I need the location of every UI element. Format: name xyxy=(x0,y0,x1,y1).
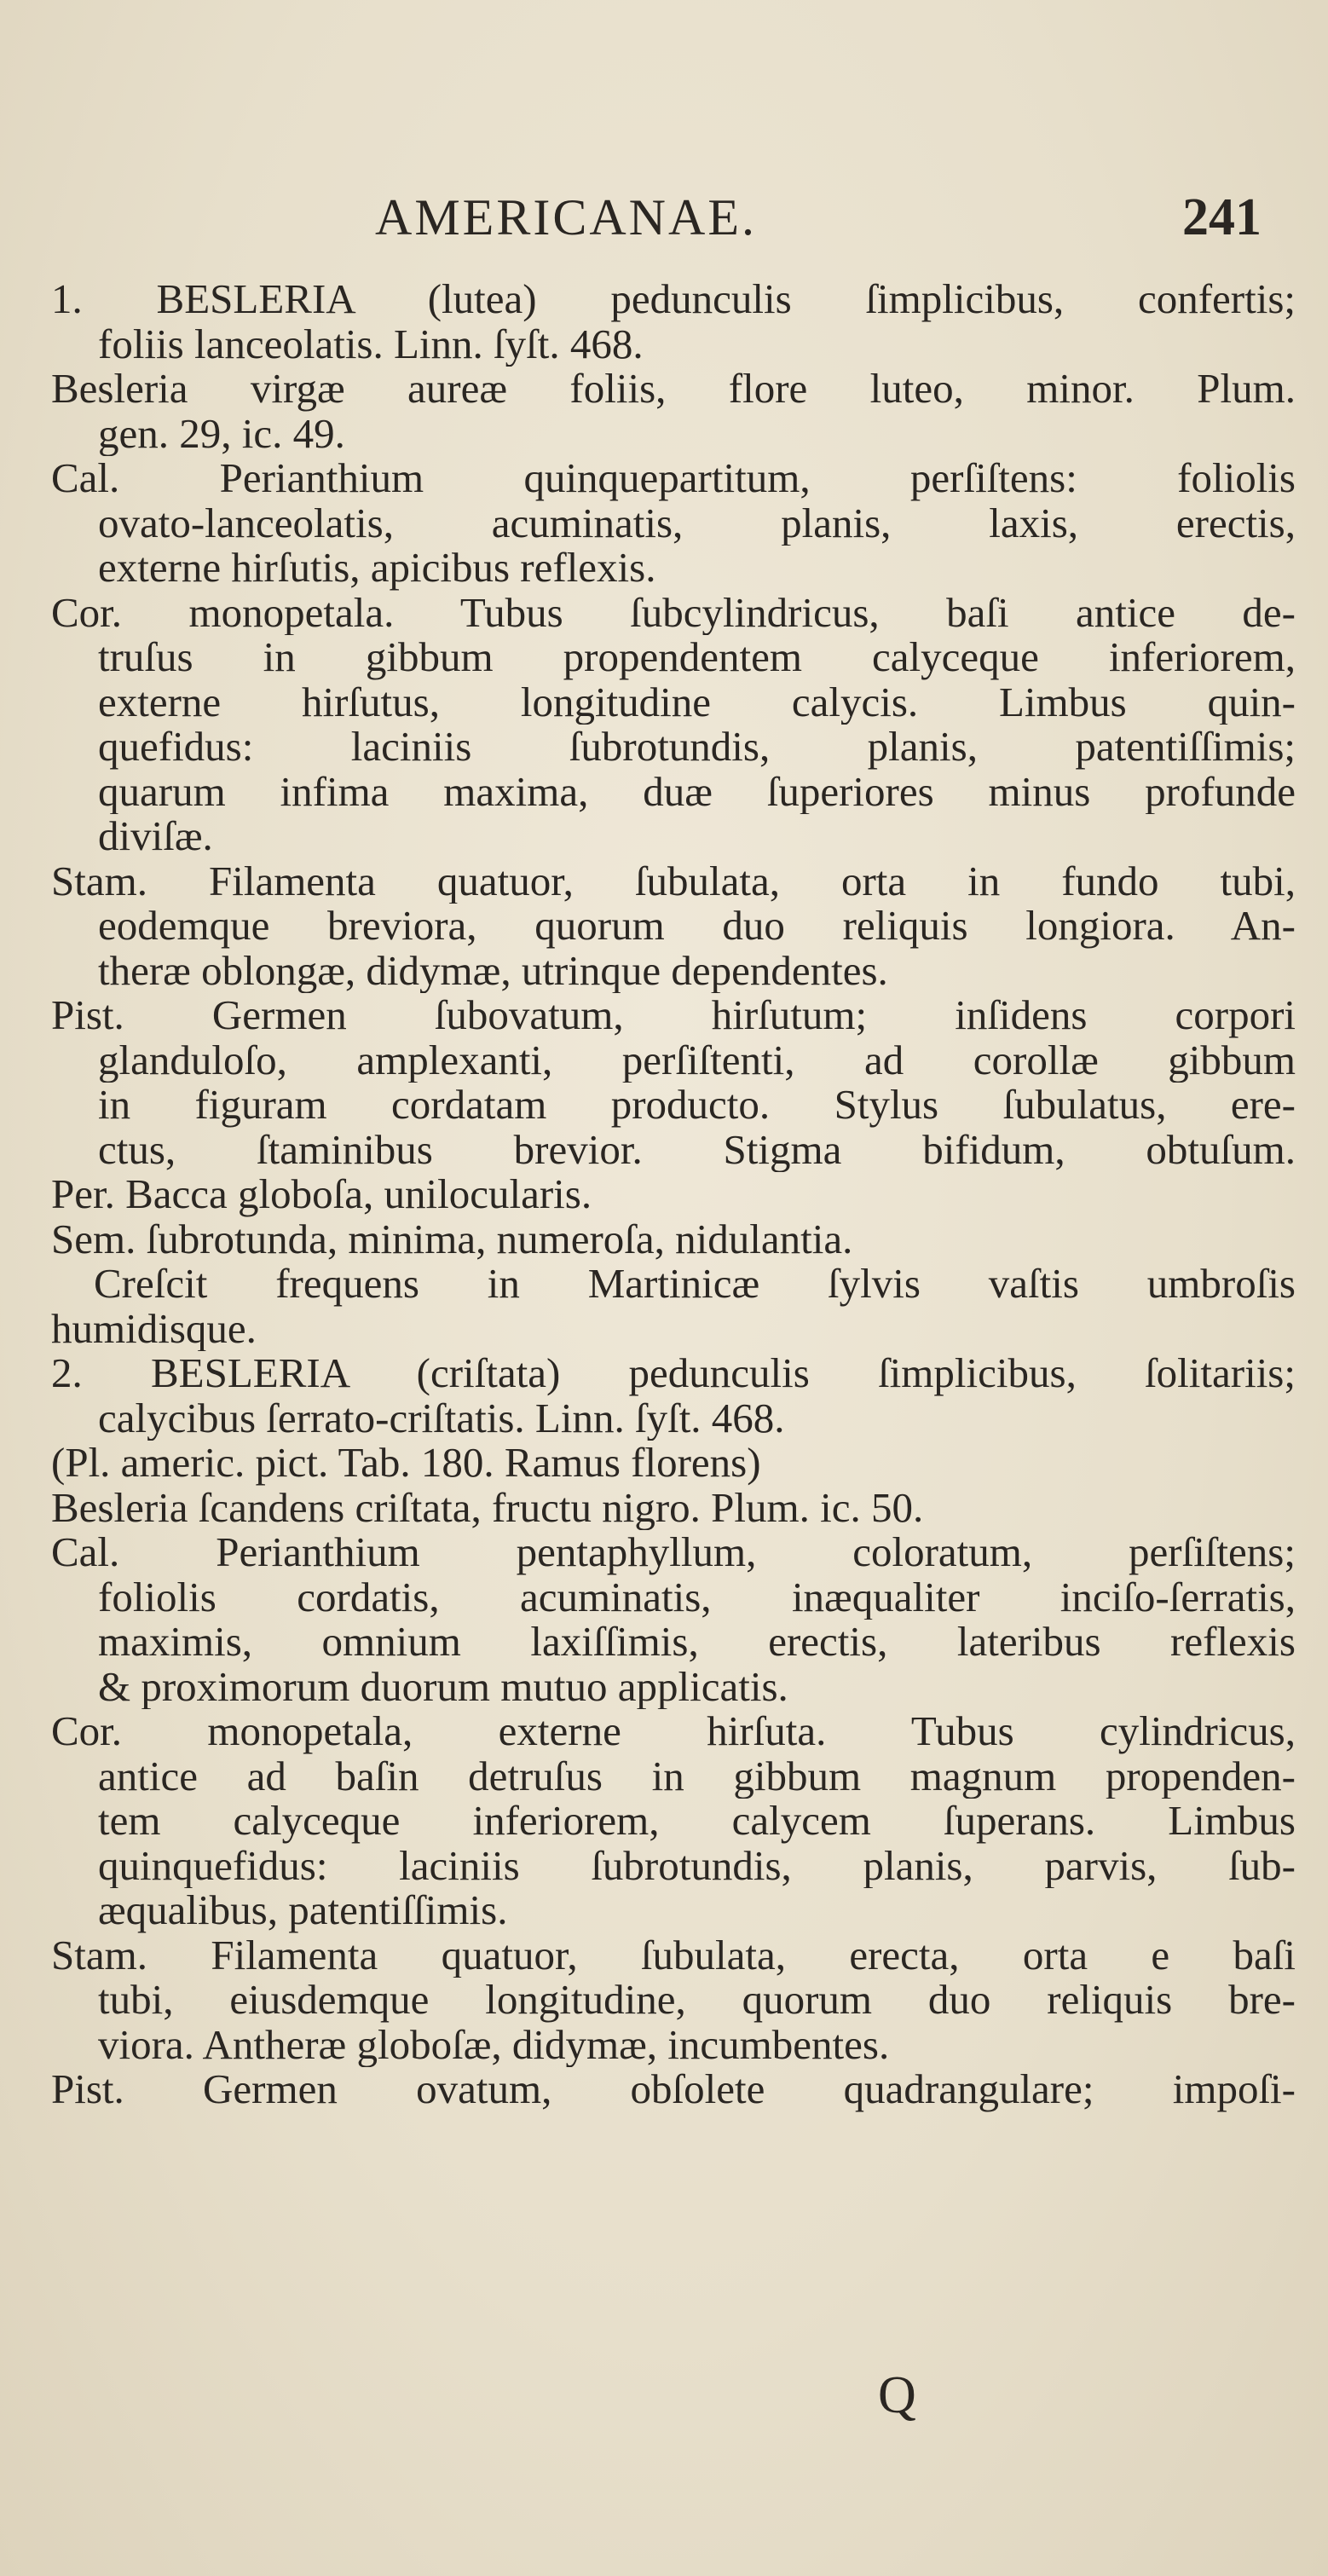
text-line: in figuram cordatam producto. Stylus ſubulatus, ere- xyxy=(98,1083,1296,1128)
text-line: tem calyceque inferiorem, calycem ſuperans. Limbus xyxy=(98,1799,1296,1844)
text-line: 1. BESLERIA (lutea) pedunculis ſimplicibus, confertis; xyxy=(51,277,1296,322)
running-title: AMERICANAE. xyxy=(375,189,757,245)
text-line: tubi, eiusdemque longitudine, quorum duo reliquis bre- xyxy=(98,1978,1296,2023)
text-line: quinquefidus: laciniis ſubrotundis, planis, parvis, ſub- xyxy=(98,1843,1296,1888)
text-line: quefidus: laciniis ſubrotundis, planis, patentiſſimis; xyxy=(98,725,1296,770)
text-line: Per. Bacca globoſa, unilocularis. xyxy=(51,1172,592,1217)
text-line: 2. BESLERIA (criſtata) pedunculis ſimplicibus, ſolitariis; xyxy=(51,1351,1296,1396)
text-line: Sem. ſubrotunda, minima, numeroſa, nidulantia. xyxy=(51,1216,853,1262)
text-line: Cal. Perianthium quinquepartitum, perſiſtens: foliolis xyxy=(51,456,1296,501)
page-header xyxy=(375,175,1262,260)
page-number: 241 xyxy=(1182,188,1262,246)
text-line: Cor. monopetala, externe hirſuta. Tubus cylindricus, xyxy=(51,1709,1296,1754)
text-line: ovato-lanceolatis, acuminatis, planis, laxis, erectis, xyxy=(98,500,1296,546)
body-text xyxy=(51,277,1296,2112)
text-line: Cal. Perianthium pentaphyllum, coloratum, perſiſtens; xyxy=(51,1530,1296,1575)
text-line: viora. Antheræ globoſæ, didymæ, incumbentes. xyxy=(98,2022,890,2067)
text-line: & proximorum duorum mutuo applicatis. xyxy=(98,1664,788,1709)
text-line: humidisque. xyxy=(51,1306,257,1351)
text-line: calycibus ſerrato-criſtatis. Linn. ſyſt. 468. xyxy=(98,1395,785,1441)
text-line: Pist. Germen ſubovatum, hirſutum; inſidens corpori xyxy=(51,993,1296,1038)
text-line: diviſæ. xyxy=(98,814,213,859)
text-line: gen. 29, ic. 49. xyxy=(98,411,345,456)
text-line: Besleria ſcandens criſtata, fructu nigro. Plum. ic. 50. xyxy=(51,1485,924,1530)
text-line: æqualibus, patentiſſimis. xyxy=(98,1888,508,1933)
text-line: truſus in gibbum propendentem calyceque inferiorem, xyxy=(98,635,1296,680)
signature-mark: Q xyxy=(878,2366,916,2424)
text-line: Creſcit frequens in Martinicæ ſylvis vaſtis umbroſis xyxy=(94,1262,1296,1307)
text-line: externe hirſutus, longitudine calycis. Limbus quin- xyxy=(98,679,1296,725)
text-line: Stam. Filamenta quatuor, ſubulata, orta in fundo tubi, xyxy=(51,858,1296,904)
text-line: foliis lanceolatis. Linn. ſyſt. 468. xyxy=(98,321,644,367)
text-line: Besleria virgæ aureæ foliis, flore luteo, minor. Plum. xyxy=(51,367,1296,412)
text-line: foliolis cordatis, acuminatis, inæqualiter inciſo-ſerratis, xyxy=(98,1574,1296,1620)
text-line: maximis, omnium laxiſſimis, erectis, lateribus reflexis xyxy=(98,1620,1296,1665)
text-line: Pist. Germen ovatum, obſolete quadrangulare; impoſi- xyxy=(51,2067,1296,2112)
text-line: Stam. Filamenta quatuor, ſubulata, erecta, orta e baſi xyxy=(51,1932,1296,1978)
text-line: glanduloſo, amplexanti, perſiſtenti, ad corollæ gibbum xyxy=(98,1037,1296,1083)
text-line: Cor. monopetala. Tubus ſubcylindricus, baſi antice de- xyxy=(51,590,1296,635)
text-line: eodemque breviora, quorum duo reliquis longiora. An- xyxy=(98,904,1296,949)
text-line: ctus, ſtaminibus brevior. Stigma bifidum, obtuſum. xyxy=(98,1127,1296,1172)
text-line: quarum infima maxima, duæ ſuperiores minus profunde xyxy=(98,769,1296,814)
text-line: externe hirſutis, apicibus reflexis. xyxy=(98,546,656,591)
text-line: theræ oblongæ, didymæ, utrinque dependentes. xyxy=(98,948,888,993)
text-line: (Pl. americ. pict. Tab. 180. Ramus florens) xyxy=(51,1441,761,1486)
text-line: antice ad baſin detruſus in gibbum magnum propenden- xyxy=(98,1753,1296,1799)
